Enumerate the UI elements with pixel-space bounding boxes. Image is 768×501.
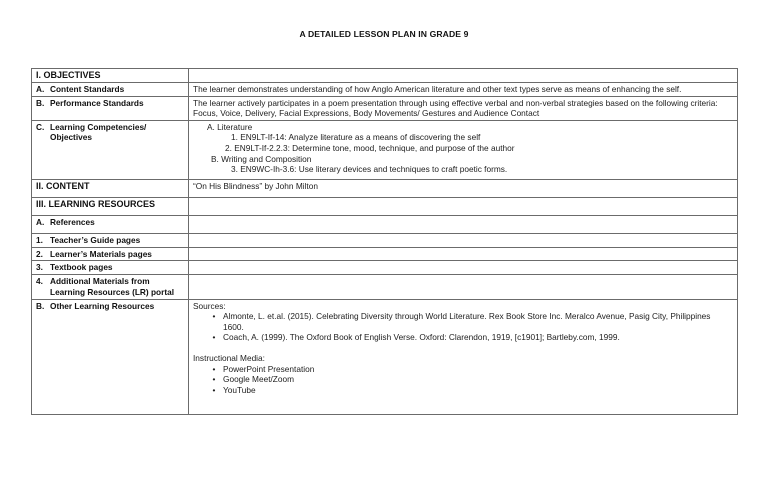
content-standards-label: Content Standards <box>50 84 125 94</box>
content-row <box>32 179 738 197</box>
competencies-label-cell <box>32 120 189 179</box>
competencies-label: Learning Competencies/ Objectives <box>50 121 147 143</box>
content-text: “On His Blindness” by John Milton <box>189 179 738 197</box>
media-item <box>193 385 733 396</box>
references-empty-cell <box>189 215 738 233</box>
resources-empty-cell <box>189 197 738 215</box>
teachers-guide-label: Teacher’s Guide pages <box>50 234 141 245</box>
additional-materials-label: Additional Materials from Learning Resources (LR) portal <box>50 276 175 297</box>
other-resources-letter: B. <box>36 300 45 311</box>
competencies-list <box>189 120 738 179</box>
competency-item-2: 2. EN9LT-If-2.2.3: Determine tone, mood, technique, and purpose of the author <box>225 142 515 153</box>
learners-materials-num: 2. <box>36 248 43 259</box>
other-resources-label-cell <box>32 299 189 414</box>
other-resources-label: Other Learning Resources <box>50 300 155 311</box>
objectives-empty-cell <box>189 69 738 83</box>
additional-materials-row <box>32 275 738 299</box>
performance-standards-row <box>32 96 738 120</box>
media-item <box>193 364 733 375</box>
additional-materials-empty-cell <box>189 275 738 299</box>
performance-standards-text: The learner actively participates in a poem presentation through using effective verbal and non-verbal strategies based on the following criteria: Focus, Voice, Delivery, Facial Expressions, Body Movements/ Gestures and Audience Contact <box>189 96 738 120</box>
resources-heading: III. LEARNING RESOURCES <box>32 197 189 215</box>
sources-heading: Sources: <box>193 300 226 311</box>
content-standards-row <box>32 83 738 97</box>
resources-header-row <box>32 197 738 215</box>
media-text-3: YouTube <box>223 384 256 395</box>
performance-standards-label-cell <box>32 96 189 120</box>
bullet-icon: • <box>212 363 216 374</box>
document-title: A DETAILED LESSON PLAN IN GRADE 9 <box>299 29 469 39</box>
references-letter: A. <box>36 216 45 227</box>
media-text-1: PowerPoint Presentation <box>223 363 315 374</box>
competencies-letter: C. <box>36 121 45 132</box>
other-resources-content <box>189 299 738 414</box>
media-text-2: Google Meet/Zoom <box>223 374 295 385</box>
media-heading: Instructional Media: <box>193 352 265 363</box>
textbook-pages-row <box>32 261 738 275</box>
bullet-icon: • <box>212 332 216 343</box>
textbook-pages-label-cell <box>32 261 189 275</box>
references-row <box>32 215 738 233</box>
additional-materials-num: 4. <box>36 276 43 287</box>
media-item <box>193 374 733 385</box>
learners-materials-label-cell <box>32 247 189 261</box>
bullet-icon: • <box>212 311 216 322</box>
textbook-pages-num: 3. <box>36 262 43 273</box>
content-standards-text: The learner demonstrates understanding of how Anglo American literature and other text types serve as means of enhancing the self. <box>189 83 738 97</box>
performance-standards-letter: B. <box>36 97 45 108</box>
source-text-1: Almonte, L. et.al. (2015). Celebrating Diversity through World Literature. Rex Book Store Inc. Meralco Avenue, Pasig City, Philippines 1600. <box>223 311 711 332</box>
additional-materials-label-cell <box>32 275 189 299</box>
content-standards-letter: A. <box>36 84 45 94</box>
source-item <box>193 332 733 343</box>
competency-item-1: 1. EN9LT-If-14: Analyze literature as a means of discovering the self <box>231 132 481 143</box>
bullet-icon: • <box>212 384 216 395</box>
teachers-guide-num: 1. <box>36 234 43 245</box>
content-heading: II. CONTENT <box>32 179 189 197</box>
performance-standards-label: Performance Standards <box>50 97 144 108</box>
competency-section-literature: A. Literature <box>207 121 253 132</box>
teachers-guide-row <box>32 233 738 247</box>
competency-item-3: 3. EN9WC-Ih-3.6: Use literary devices and techniques to craft poetic forms. <box>231 164 508 175</box>
teachers-guide-label-cell <box>32 233 189 247</box>
content-standards-label-cell <box>32 83 189 97</box>
competencies-row <box>32 120 738 179</box>
source-text-2: Coach, A. (1999). The Oxford Book of English Verse. Oxford: Clarendon, 1919, [c1901]; Bartleby.com, 1999. <box>223 332 620 343</box>
learners-materials-label: Learner’s Materials pages <box>50 248 152 259</box>
other-resources-row <box>32 299 738 414</box>
lesson-plan-table <box>31 68 738 415</box>
learners-materials-row <box>32 247 738 261</box>
source-item <box>193 311 733 332</box>
competency-section-writing: B. Writing and Composition <box>211 153 312 164</box>
textbook-pages-empty-cell <box>189 261 738 275</box>
textbook-pages-label: Textbook pages <box>50 262 113 273</box>
objectives-header-row <box>32 69 738 83</box>
bullet-icon: • <box>212 374 216 385</box>
references-label-cell <box>32 215 189 233</box>
references-label: References <box>50 216 95 227</box>
learners-materials-empty-cell <box>189 247 738 261</box>
teachers-guide-empty-cell <box>189 233 738 247</box>
objectives-heading: I. OBJECTIVES <box>32 69 189 83</box>
